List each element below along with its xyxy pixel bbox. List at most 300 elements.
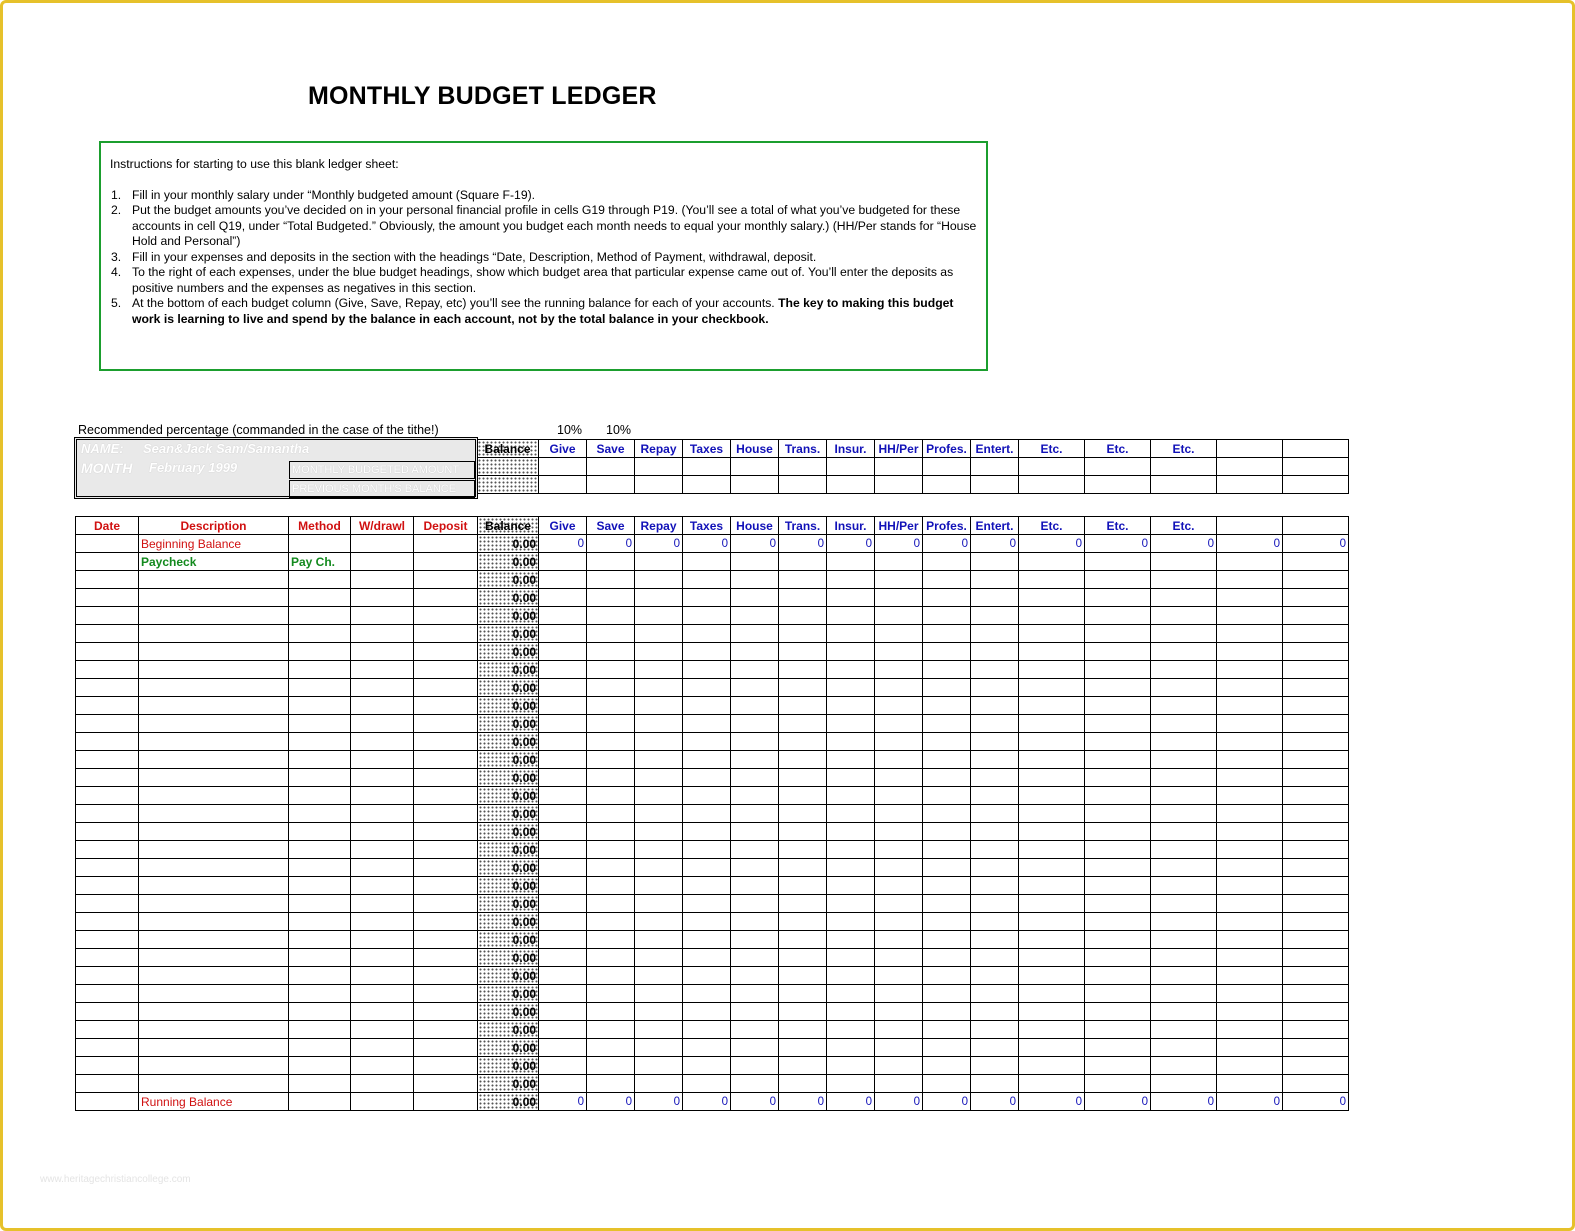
budget-cell[interactable] xyxy=(875,967,923,985)
budget-cell[interactable] xyxy=(827,625,875,643)
budget-cell[interactable] xyxy=(587,769,635,787)
method-cell[interactable] xyxy=(289,607,351,625)
budget-cell[interactable] xyxy=(1019,733,1085,751)
budget-cell[interactable] xyxy=(1085,553,1151,571)
budget-cell[interactable]: 0 xyxy=(1217,1093,1283,1111)
deposit-cell[interactable] xyxy=(414,733,478,751)
method-cell[interactable] xyxy=(289,589,351,607)
description-cell[interactable]: Running Balance xyxy=(139,1093,289,1111)
date-cell[interactable] xyxy=(76,769,139,787)
method-cell[interactable] xyxy=(289,895,351,913)
budget-cell[interactable] xyxy=(875,895,923,913)
budget-cell[interactable] xyxy=(731,895,779,913)
date-cell[interactable] xyxy=(76,661,139,679)
budget-cell[interactable] xyxy=(587,589,635,607)
budget-cell[interactable] xyxy=(779,1003,827,1021)
previous-balance-cell[interactable] xyxy=(1217,476,1283,494)
description-cell[interactable] xyxy=(139,751,289,769)
budget-cell[interactable] xyxy=(587,553,635,571)
date-cell[interactable] xyxy=(76,967,139,985)
budget-cell[interactable] xyxy=(731,697,779,715)
budget-cell[interactable] xyxy=(923,841,971,859)
budget-cell[interactable] xyxy=(1283,589,1349,607)
budget-cell[interactable] xyxy=(1217,913,1283,931)
deposit-cell[interactable] xyxy=(414,553,478,571)
budget-cell[interactable] xyxy=(779,805,827,823)
description-cell[interactable] xyxy=(139,1003,289,1021)
budget-cell[interactable] xyxy=(1217,733,1283,751)
budget-cell[interactable] xyxy=(875,1021,923,1039)
budget-cell[interactable] xyxy=(587,625,635,643)
budget-cell[interactable]: 0 xyxy=(779,535,827,553)
description-cell[interactable] xyxy=(139,733,289,751)
description-cell[interactable] xyxy=(139,895,289,913)
previous-balance-cell[interactable] xyxy=(731,476,779,494)
method-cell[interactable] xyxy=(289,949,351,967)
description-cell[interactable] xyxy=(139,643,289,661)
withdrawal-cell[interactable] xyxy=(351,985,414,1003)
method-cell[interactable] xyxy=(289,1021,351,1039)
budget-cell[interactable] xyxy=(587,679,635,697)
budget-cell[interactable] xyxy=(1019,715,1085,733)
budget-cell[interactable] xyxy=(587,661,635,679)
budget-cell[interactable] xyxy=(683,553,731,571)
balance-cell[interactable] xyxy=(477,476,539,494)
budget-cell[interactable] xyxy=(1151,1057,1217,1075)
budget-cell[interactable] xyxy=(1085,607,1151,625)
budget-cell[interactable] xyxy=(731,805,779,823)
budget-cell[interactable] xyxy=(587,1003,635,1021)
budget-cell[interactable] xyxy=(1019,967,1085,985)
budget-cell[interactable] xyxy=(731,967,779,985)
budget-cell[interactable] xyxy=(827,1075,875,1093)
budgeted-amount-cell[interactable] xyxy=(827,458,875,476)
budget-cell[interactable] xyxy=(1019,751,1085,769)
budget-cell[interactable] xyxy=(1085,967,1151,985)
budget-cell[interactable] xyxy=(875,607,923,625)
budget-cell[interactable] xyxy=(971,697,1019,715)
budget-cell[interactable] xyxy=(1283,1039,1349,1057)
budget-cell[interactable] xyxy=(923,823,971,841)
budget-cell[interactable] xyxy=(635,805,683,823)
date-cell[interactable] xyxy=(76,841,139,859)
budget-cell[interactable] xyxy=(971,553,1019,571)
deposit-cell[interactable] xyxy=(414,679,478,697)
budget-cell[interactable] xyxy=(1019,841,1085,859)
budget-cell[interactable] xyxy=(1217,877,1283,895)
deposit-cell[interactable] xyxy=(414,697,478,715)
budget-cell[interactable] xyxy=(779,877,827,895)
budget-cell[interactable] xyxy=(1151,589,1217,607)
deposit-cell[interactable] xyxy=(414,895,478,913)
budget-cell[interactable] xyxy=(1019,1003,1085,1021)
budget-cell[interactable] xyxy=(1283,949,1349,967)
budget-cell[interactable] xyxy=(635,661,683,679)
budget-cell[interactable] xyxy=(875,571,923,589)
budget-cell[interactable] xyxy=(923,715,971,733)
description-cell[interactable] xyxy=(139,949,289,967)
budget-cell[interactable] xyxy=(971,949,1019,967)
budget-cell[interactable] xyxy=(731,985,779,1003)
previous-balance-cell[interactable] xyxy=(1085,476,1151,494)
date-cell[interactable] xyxy=(76,1021,139,1039)
budget-cell[interactable] xyxy=(779,985,827,1003)
deposit-cell[interactable] xyxy=(414,1003,478,1021)
budget-cell[interactable]: 0 xyxy=(635,535,683,553)
budget-cell[interactable] xyxy=(971,625,1019,643)
budget-cell[interactable] xyxy=(875,553,923,571)
budget-cell[interactable] xyxy=(779,769,827,787)
budget-cell[interactable] xyxy=(875,1003,923,1021)
budget-cell[interactable] xyxy=(1085,1075,1151,1093)
budget-cell[interactable] xyxy=(683,751,731,769)
deposit-cell[interactable] xyxy=(414,625,478,643)
budget-cell[interactable] xyxy=(635,823,683,841)
withdrawal-cell[interactable] xyxy=(351,913,414,931)
budget-cell[interactable] xyxy=(1019,625,1085,643)
budget-cell[interactable] xyxy=(827,553,875,571)
budget-cell[interactable] xyxy=(539,571,587,589)
budget-cell[interactable] xyxy=(827,643,875,661)
budget-cell[interactable] xyxy=(683,679,731,697)
budget-cell[interactable] xyxy=(683,1057,731,1075)
budget-cell[interactable] xyxy=(1283,877,1349,895)
date-cell[interactable] xyxy=(76,589,139,607)
budget-cell[interactable] xyxy=(731,1003,779,1021)
budget-cell[interactable] xyxy=(1085,1003,1151,1021)
budget-cell[interactable] xyxy=(971,841,1019,859)
budget-cell[interactable] xyxy=(923,931,971,949)
budget-cell[interactable] xyxy=(827,949,875,967)
budget-cell[interactable] xyxy=(587,841,635,859)
name-value[interactable]: Sean&Jack Sam/Samantha xyxy=(143,441,310,456)
budget-cell[interactable] xyxy=(1283,769,1349,787)
budget-cell[interactable] xyxy=(539,985,587,1003)
budget-cell[interactable] xyxy=(923,643,971,661)
date-cell[interactable] xyxy=(76,859,139,877)
budget-cell[interactable]: 0 xyxy=(827,535,875,553)
budget-cell[interactable] xyxy=(827,1003,875,1021)
withdrawal-cell[interactable] xyxy=(351,823,414,841)
budget-cell[interactable] xyxy=(635,913,683,931)
budget-cell[interactable]: 0 xyxy=(1151,535,1217,553)
budget-cell[interactable]: 0 xyxy=(923,1093,971,1111)
budget-cell[interactable] xyxy=(1085,877,1151,895)
budget-cell[interactable] xyxy=(683,607,731,625)
method-cell[interactable] xyxy=(289,1003,351,1021)
budget-cell[interactable] xyxy=(683,823,731,841)
budgeted-amount-cell[interactable] xyxy=(539,458,587,476)
method-cell[interactable] xyxy=(289,661,351,679)
budget-cell[interactable] xyxy=(635,985,683,1003)
description-cell[interactable] xyxy=(139,787,289,805)
budget-cell[interactable] xyxy=(731,751,779,769)
budget-cell[interactable] xyxy=(875,625,923,643)
budget-cell[interactable] xyxy=(779,643,827,661)
budget-cell[interactable] xyxy=(683,571,731,589)
budget-cell[interactable] xyxy=(1283,679,1349,697)
budget-cell[interactable] xyxy=(1151,643,1217,661)
withdrawal-cell[interactable] xyxy=(351,877,414,895)
budget-cell[interactable] xyxy=(1283,1021,1349,1039)
budget-cell[interactable] xyxy=(683,625,731,643)
budget-cell[interactable] xyxy=(1151,949,1217,967)
date-cell[interactable] xyxy=(76,607,139,625)
budget-cell[interactable] xyxy=(1085,661,1151,679)
budget-cell[interactable] xyxy=(1217,625,1283,643)
previous-balance-cell[interactable] xyxy=(923,476,971,494)
budget-cell[interactable] xyxy=(1217,823,1283,841)
budget-cell[interactable] xyxy=(1019,661,1085,679)
budget-cell[interactable] xyxy=(731,787,779,805)
budget-cell[interactable] xyxy=(1151,787,1217,805)
budget-cell[interactable] xyxy=(827,823,875,841)
budget-cell[interactable] xyxy=(875,859,923,877)
budget-cell[interactable] xyxy=(923,733,971,751)
budget-cell[interactable] xyxy=(587,805,635,823)
budget-cell[interactable] xyxy=(587,985,635,1003)
budget-cell[interactable] xyxy=(1217,607,1283,625)
budget-cell[interactable] xyxy=(1019,805,1085,823)
description-cell[interactable] xyxy=(139,931,289,949)
budget-cell[interactable] xyxy=(1217,697,1283,715)
budget-cell[interactable] xyxy=(779,1021,827,1039)
budget-cell[interactable] xyxy=(539,841,587,859)
budget-cell[interactable] xyxy=(779,1039,827,1057)
budget-cell[interactable] xyxy=(1019,1057,1085,1075)
budget-cell[interactable] xyxy=(683,1039,731,1057)
budget-cell[interactable] xyxy=(827,715,875,733)
budget-cell[interactable] xyxy=(1283,895,1349,913)
budget-cell[interactable] xyxy=(539,931,587,949)
budget-cell[interactable] xyxy=(1019,607,1085,625)
budget-cell[interactable] xyxy=(731,553,779,571)
budget-cell[interactable] xyxy=(539,1057,587,1075)
budget-cell[interactable] xyxy=(875,697,923,715)
budget-cell[interactable] xyxy=(923,1003,971,1021)
budgeted-amount-cell[interactable] xyxy=(1019,458,1085,476)
description-cell[interactable]: Beginning Balance xyxy=(139,535,289,553)
budget-cell[interactable] xyxy=(635,625,683,643)
budget-cell[interactable] xyxy=(1151,697,1217,715)
budget-cell[interactable] xyxy=(1019,859,1085,877)
budget-cell[interactable] xyxy=(539,895,587,913)
budgeted-amount-cell[interactable] xyxy=(731,458,779,476)
budget-cell[interactable] xyxy=(635,931,683,949)
budgeted-amount-cell[interactable] xyxy=(1151,458,1217,476)
budget-cell[interactable] xyxy=(1283,805,1349,823)
budget-cell[interactable]: 0 xyxy=(1019,1093,1085,1111)
budget-cell[interactable] xyxy=(1019,571,1085,589)
budget-cell[interactable] xyxy=(971,931,1019,949)
budget-cell[interactable] xyxy=(1217,661,1283,679)
budget-cell[interactable] xyxy=(1283,841,1349,859)
date-cell[interactable] xyxy=(76,625,139,643)
previous-balance-cell[interactable] xyxy=(635,476,683,494)
budget-cell[interactable] xyxy=(827,1057,875,1075)
budgeted-amount-cell[interactable] xyxy=(971,458,1019,476)
budget-cell[interactable] xyxy=(539,625,587,643)
withdrawal-cell[interactable] xyxy=(351,607,414,625)
budget-cell[interactable] xyxy=(1085,769,1151,787)
budget-cell[interactable] xyxy=(1283,625,1349,643)
withdrawal-cell[interactable] xyxy=(351,805,414,823)
budget-cell[interactable] xyxy=(587,859,635,877)
budget-cell[interactable] xyxy=(779,553,827,571)
budget-cell[interactable] xyxy=(635,553,683,571)
budget-cell[interactable] xyxy=(827,697,875,715)
date-cell[interactable] xyxy=(76,787,139,805)
budget-cell[interactable] xyxy=(1085,733,1151,751)
budget-cell[interactable] xyxy=(827,913,875,931)
budget-cell[interactable] xyxy=(779,571,827,589)
method-cell[interactable] xyxy=(289,859,351,877)
date-cell[interactable] xyxy=(76,895,139,913)
budget-cell[interactable] xyxy=(779,967,827,985)
budget-cell[interactable] xyxy=(731,1039,779,1057)
budget-cell[interactable] xyxy=(923,1021,971,1039)
budget-cell[interactable] xyxy=(827,1039,875,1057)
method-cell[interactable] xyxy=(289,1057,351,1075)
budget-cell[interactable] xyxy=(1085,697,1151,715)
budget-cell[interactable] xyxy=(587,1039,635,1057)
deposit-cell[interactable] xyxy=(414,1093,478,1111)
budget-cell[interactable] xyxy=(731,571,779,589)
budget-cell[interactable] xyxy=(923,949,971,967)
withdrawal-cell[interactable] xyxy=(351,535,414,553)
budget-cell[interactable] xyxy=(923,553,971,571)
budget-cell[interactable] xyxy=(779,1057,827,1075)
budget-cell[interactable] xyxy=(635,787,683,805)
budget-cell[interactable] xyxy=(1085,571,1151,589)
withdrawal-cell[interactable] xyxy=(351,949,414,967)
budget-cell[interactable] xyxy=(1217,949,1283,967)
budget-cell[interactable] xyxy=(731,1021,779,1039)
budget-cell[interactable] xyxy=(731,625,779,643)
budget-cell[interactable]: 0 xyxy=(539,535,587,553)
budget-cell[interactable] xyxy=(1085,751,1151,769)
budget-cell[interactable] xyxy=(1283,715,1349,733)
budget-cell[interactable] xyxy=(731,643,779,661)
budget-cell[interactable] xyxy=(1151,607,1217,625)
budget-cell[interactable] xyxy=(539,553,587,571)
deposit-cell[interactable] xyxy=(414,751,478,769)
budget-cell[interactable] xyxy=(683,733,731,751)
budget-cell[interactable] xyxy=(1283,751,1349,769)
budget-cell[interactable] xyxy=(1019,553,1085,571)
budget-cell[interactable] xyxy=(683,895,731,913)
description-cell[interactable] xyxy=(139,679,289,697)
description-cell[interactable] xyxy=(139,805,289,823)
budget-cell[interactable] xyxy=(827,1021,875,1039)
budget-cell[interactable] xyxy=(779,625,827,643)
budget-cell[interactable] xyxy=(1217,1057,1283,1075)
budget-cell[interactable] xyxy=(1085,787,1151,805)
budget-cell[interactable]: 0 xyxy=(779,1093,827,1111)
withdrawal-cell[interactable] xyxy=(351,679,414,697)
previous-balance-cell[interactable] xyxy=(971,476,1019,494)
budget-cell[interactable] xyxy=(635,949,683,967)
budget-cell[interactable] xyxy=(1151,751,1217,769)
budget-cell[interactable] xyxy=(827,679,875,697)
budget-cell[interactable] xyxy=(1217,643,1283,661)
budget-cell[interactable] xyxy=(1151,805,1217,823)
budget-cell[interactable] xyxy=(779,859,827,877)
budget-cell[interactable] xyxy=(923,589,971,607)
budget-cell[interactable] xyxy=(923,913,971,931)
description-cell[interactable] xyxy=(139,607,289,625)
budget-cell[interactable] xyxy=(1217,1021,1283,1039)
budget-cell[interactable] xyxy=(539,859,587,877)
budget-cell[interactable] xyxy=(683,913,731,931)
budget-cell[interactable] xyxy=(1283,733,1349,751)
method-cell[interactable] xyxy=(289,877,351,895)
budget-cell[interactable] xyxy=(635,643,683,661)
budget-cell[interactable] xyxy=(923,625,971,643)
date-cell[interactable] xyxy=(76,1057,139,1075)
previous-balance-cell[interactable] xyxy=(587,476,635,494)
description-cell[interactable] xyxy=(139,913,289,931)
budget-cell[interactable] xyxy=(1151,679,1217,697)
budget-cell[interactable] xyxy=(1217,859,1283,877)
budget-cell[interactable] xyxy=(1283,859,1349,877)
budget-cell[interactable] xyxy=(635,679,683,697)
budget-cell[interactable] xyxy=(779,949,827,967)
budget-cell[interactable] xyxy=(1217,805,1283,823)
budgeted-amount-cell[interactable] xyxy=(635,458,683,476)
budget-cell[interactable] xyxy=(1085,1057,1151,1075)
budget-cell[interactable] xyxy=(971,877,1019,895)
budget-cell[interactable] xyxy=(731,733,779,751)
budget-cell[interactable] xyxy=(587,1021,635,1039)
budget-cell[interactable] xyxy=(1085,1021,1151,1039)
withdrawal-cell[interactable] xyxy=(351,859,414,877)
budget-cell[interactable] xyxy=(971,643,1019,661)
description-cell[interactable] xyxy=(139,589,289,607)
budget-cell[interactable] xyxy=(971,985,1019,1003)
description-cell[interactable] xyxy=(139,985,289,1003)
budget-cell[interactable] xyxy=(1283,985,1349,1003)
budget-cell[interactable] xyxy=(875,661,923,679)
budget-cell[interactable] xyxy=(779,661,827,679)
budget-cell[interactable] xyxy=(539,1021,587,1039)
budget-cell[interactable] xyxy=(731,859,779,877)
previous-balance-cell[interactable] xyxy=(1283,476,1349,494)
budget-cell[interactable] xyxy=(683,985,731,1003)
description-cell[interactable] xyxy=(139,841,289,859)
budget-cell[interactable] xyxy=(1217,985,1283,1003)
budget-cell[interactable] xyxy=(731,823,779,841)
withdrawal-cell[interactable] xyxy=(351,625,414,643)
budget-cell[interactable] xyxy=(731,877,779,895)
withdrawal-cell[interactable] xyxy=(351,715,414,733)
date-cell[interactable] xyxy=(76,751,139,769)
budget-cell[interactable] xyxy=(683,1003,731,1021)
date-cell[interactable] xyxy=(76,697,139,715)
withdrawal-cell[interactable] xyxy=(351,841,414,859)
budget-cell[interactable] xyxy=(923,895,971,913)
budget-cell[interactable] xyxy=(635,697,683,715)
deposit-cell[interactable] xyxy=(414,877,478,895)
budget-cell[interactable] xyxy=(779,931,827,949)
method-cell[interactable] xyxy=(289,805,351,823)
budget-cell[interactable] xyxy=(587,913,635,931)
budget-cell[interactable] xyxy=(1283,1003,1349,1021)
budget-cell[interactable] xyxy=(971,805,1019,823)
budget-cell[interactable]: 0 xyxy=(1283,535,1349,553)
date-cell[interactable] xyxy=(76,931,139,949)
budget-cell[interactable] xyxy=(731,931,779,949)
